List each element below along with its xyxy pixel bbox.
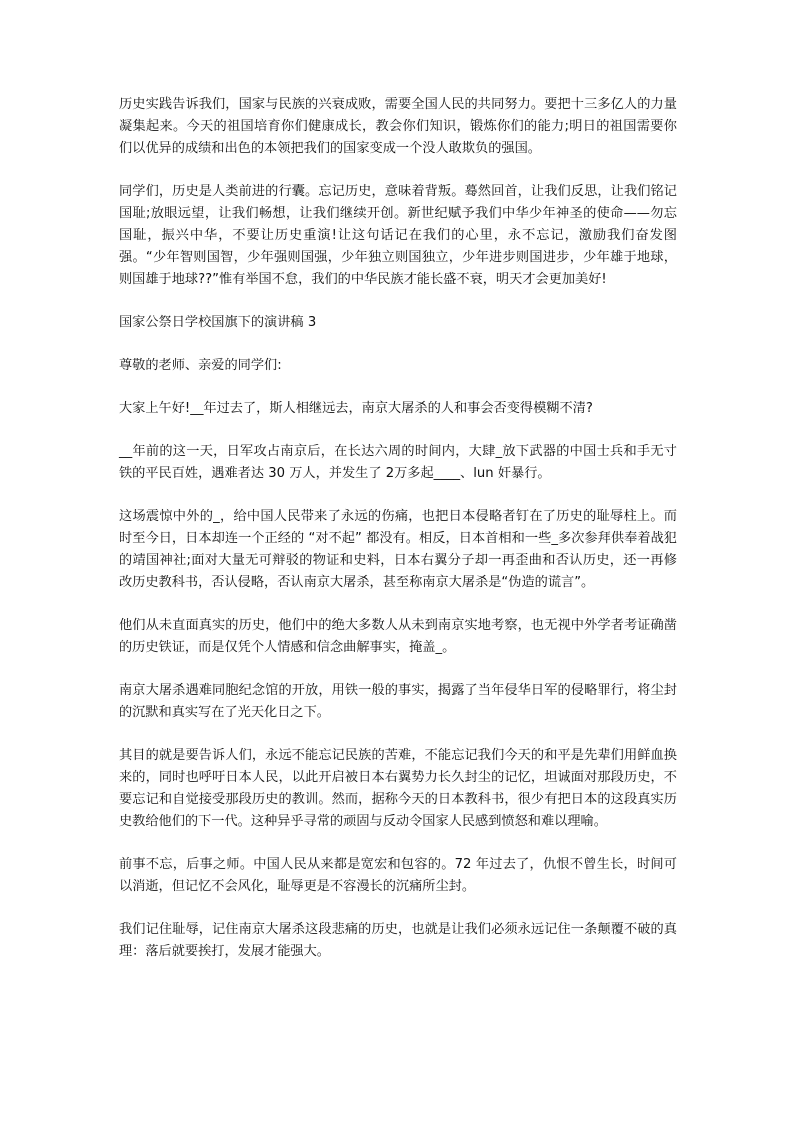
- paragraph-shock: 这场震惊中外的_，给中国人民带来了永远的伤痛，也把日本侵略者钉在了历史的耻辱柱上。而时至今日，日本却连一个正经的 “对不起” 都没有。相反，日本首相和一些_多次参拜供奉着战犯的靖国神社;面对大量无可辩驳的物证和史料，日本右翼分子却一再歪曲和否认历史，还一再修改历史教科书，否认侵略，否认南京大屠杀，甚至称南京大屠杀是“伪造的谎言”。: [119, 509, 677, 590]
- paragraph-history-practice: 历史实践告诉我们，国家与民族的兴衰成败，需要全国人民的共同努力。要把十三多亿人的力量凝集起来。今天的祖国培育你们健康成长，教会你们知识，锻炼你们的能力;明日的祖国需要你们以优异的成绩和出色的本领把我们的国家变成一个没人敢欺负的强国。: [119, 97, 677, 156]
- paragraph-denial: 他们从未直面真实的历史，他们中的绝大多数人从未到南京实地考察，也无视中外学者考证确凿的历史铁证，而是仅凭个人情感和信念曲解事实，掩盖_。: [119, 618, 677, 655]
- section-title: 国家公祭日学校国旗下的演讲稿 3: [119, 315, 317, 330]
- paragraph-memorial-hall: 南京大屠杀遇难同胞纪念馆的开放，用铁一般的事实，揭露了当年侵华日军的侵略罪行，将尘封的沉默和真实写在了光天化日之下。: [119, 683, 677, 720]
- salutation: 尊敬的老师、亲爱的同学们:: [119, 358, 282, 373]
- paragraph-greeting: 大家上午好!__年过去了，斯人相继远去，南京大屠杀的人和事会否变得模糊不清?: [119, 401, 593, 416]
- paragraph-purpose: 其目的就是要告诉人们，永远不能忘记民族的苦难，不能忘记我们今天的和平是先辈们用鲜血换来的，同时也呼吁日本人民，以此开启被日本右翼势力长久封尘的记忆，坦诚面对那段历史，不要忘记和自觉接受那段历史的教训。然而，据称今天的日本教科书，很少有把日本的这段真实历史教给他们的下一代。这种异乎寻常的顽固与反动令国家人民感到愤怒和难以理喻。: [119, 748, 677, 829]
- document-body: [119, 94, 677, 984]
- paragraph-classmates-history: 同学们，历史是人类前进的行囊。忘记历史，意味着背叛。蓦然回首，让我们反思，让我们铭记国耻;放眼远望，让我们畅想，让我们继续开创。新世纪赋予我们中华少年神圣的使命——勿忘国耻，振兴中华，不要让历史重演!让这句话记在我们的心里，永不忘记，激励我们奋发图强。“少年智则国智，少年强则国强，少年独立则国独立，少年进步则国进步，少年雄于地球，则国雄于地球??”惟有举国不怠，我们的中华民族才能长盛不衰，明天才会更加美好!: [119, 184, 677, 287]
- paragraph-remember-humiliation: 我们记住耻辱，记住南京大屠杀这段悲痛的历史，也就是让我们必须永远记住一条颠覆不破的真理：落后就要挨打，发展才能强大。: [119, 922, 677, 959]
- paragraph-past-lessons: 前事不忘，后事之师。中国人民从来都是宽宏和包容的。72 年过去了，仇恨不曾生长，时间可以消逝，但记忆不会风化，耻辱更是不容漫长的沉痛所尘封。: [119, 857, 677, 894]
- paragraph-nanjing-occupation: __年前的这一天，日军攻占南京后，在长达六周的时间内，大肆_放下武器的中国士兵和手无寸铁的平民百姓，遇难者达 30 万人，并发生了 2万多起____、lun 奸暴行。: [119, 444, 677, 481]
